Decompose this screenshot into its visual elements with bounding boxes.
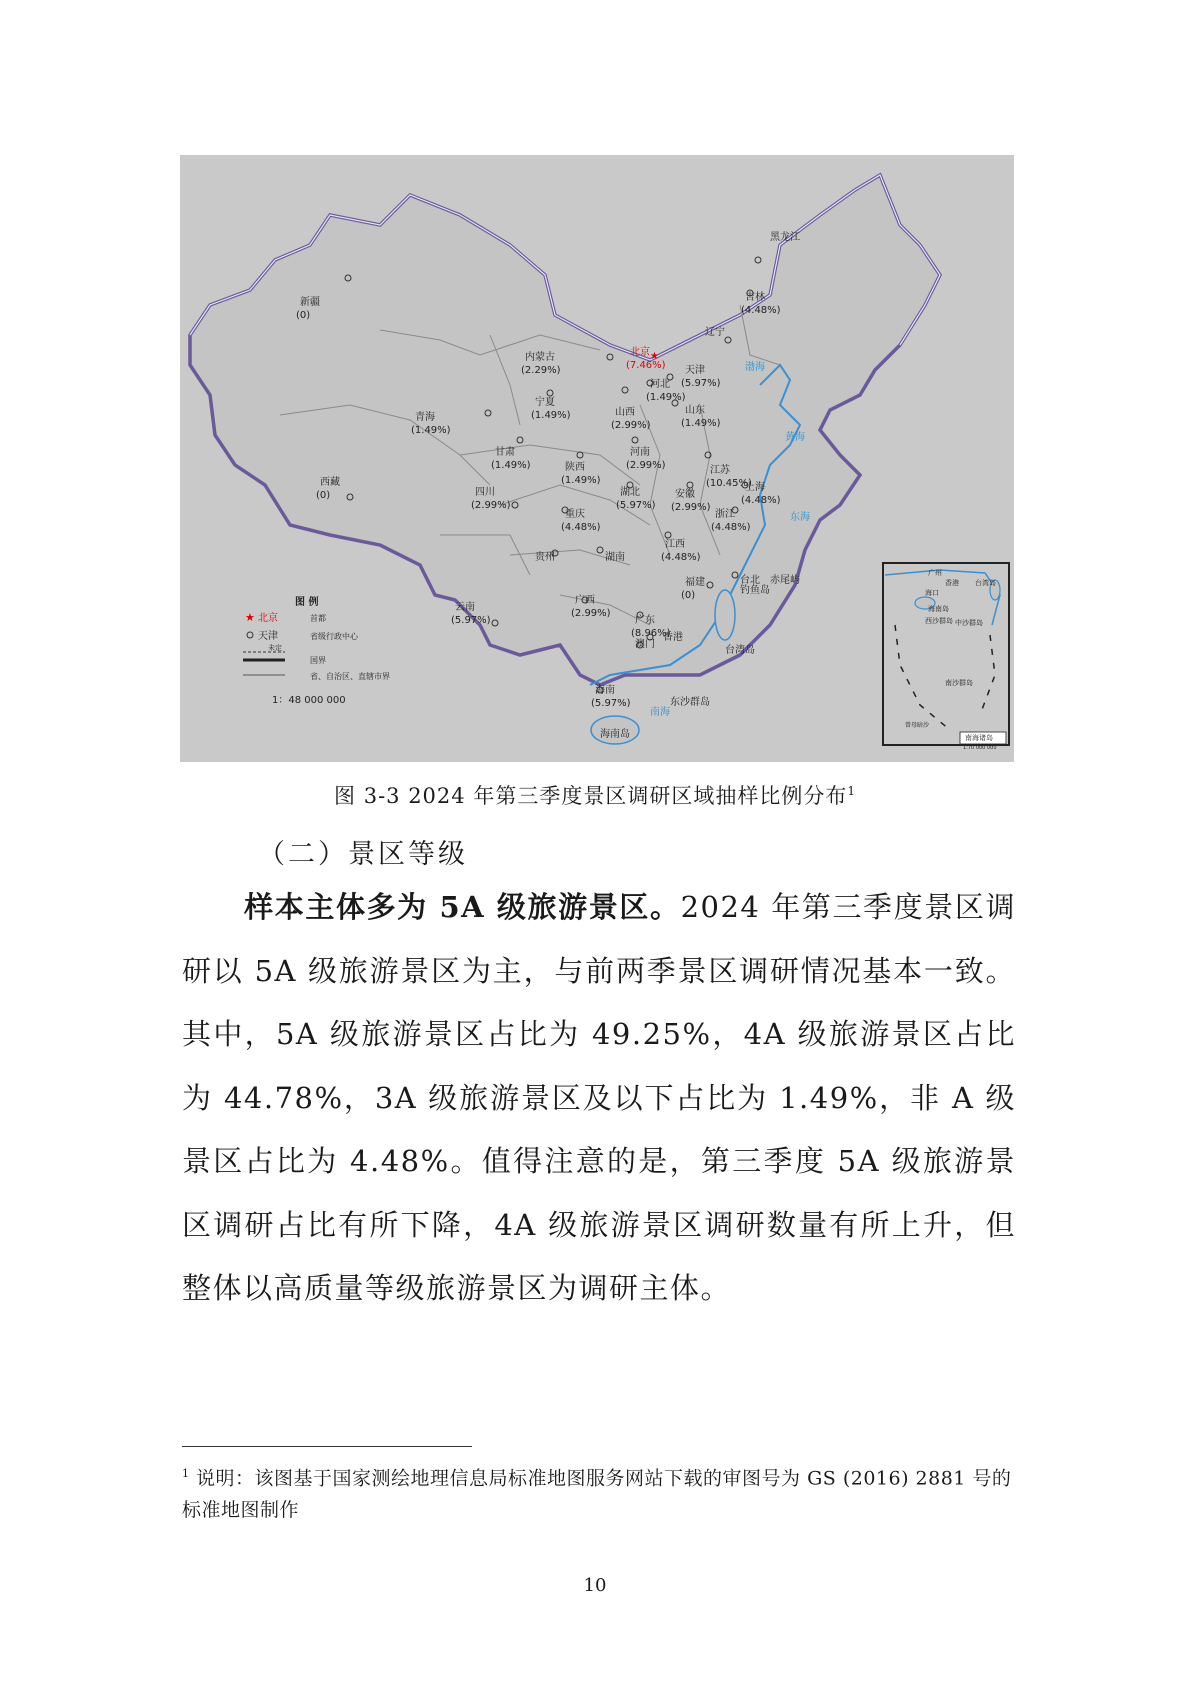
section-heading: （二）景区等级 — [258, 839, 468, 870]
province-label: 西藏 — [320, 477, 340, 488]
china-map-figure — [180, 155, 1014, 762]
province-value: (4.48%) — [561, 522, 601, 533]
province-label: 辽宁 — [705, 327, 725, 338]
province-value: (1.49%) — [646, 392, 686, 403]
province-label: 重庆 — [565, 509, 585, 520]
province-label: 安徽 — [675, 489, 695, 500]
province-value: (0) — [681, 590, 696, 601]
province-label: 香港 — [663, 632, 683, 643]
province-label: 四川 — [475, 487, 495, 498]
legend-star-icon: ★ — [245, 611, 255, 624]
footnote — [182, 1458, 1016, 1526]
inset-xisha: 西沙群岛 — [925, 617, 953, 625]
province-value: (8.96%) — [631, 628, 671, 639]
inset-haikou: 海口 — [925, 589, 939, 597]
province-label: 吉林 — [745, 292, 765, 303]
province-value: (5.97%) — [681, 378, 721, 389]
province-value: (2.29%) — [521, 365, 561, 376]
footnote-ref: 1 — [847, 784, 856, 798]
province-value: (2.99%) — [626, 460, 666, 471]
province-value: (1.49%) — [411, 425, 451, 436]
province-label: 河南 — [630, 447, 650, 458]
capital-star-icon: ★ — [650, 351, 659, 362]
inset-hongkong: 香港 — [945, 579, 959, 587]
province-label: 贵州 — [535, 552, 555, 563]
figure-caption-text: 图 3-3 2024 年第三季度景区调研区域抽样比例分布 — [334, 784, 848, 808]
province-label: 湖南 — [605, 552, 625, 563]
legend-capital-desc: 首都 — [310, 614, 326, 623]
province-value: (4.48%) — [711, 522, 751, 533]
province-label: 青海 — [415, 412, 435, 423]
china-map — [180, 155, 1014, 762]
legend-circle-icon — [247, 632, 253, 638]
place-taiwan: 台湾岛 — [725, 645, 755, 656]
taiwan-island — [715, 590, 735, 640]
body-paragraph — [182, 876, 1016, 1321]
province-value: (0) — [296, 310, 311, 321]
province-value: (4.48%) — [741, 305, 781, 316]
legend-title: 图 例 — [295, 597, 319, 608]
sea-nan: 南海 — [650, 707, 670, 718]
province-value: (4.48%) — [741, 495, 781, 506]
inset-guangzhou: 广州 — [928, 569, 942, 577]
province-label: 河北 — [650, 379, 670, 390]
inset-zengmu: 曾母暗沙 — [905, 722, 930, 729]
province-value: (1.49%) — [681, 418, 721, 429]
province-label: 浙江 — [715, 509, 735, 520]
place-hainan-island: 海南岛 — [600, 729, 630, 740]
province-value: (4.48%) — [661, 552, 701, 563]
province-value: (2.99%) — [611, 420, 651, 431]
inset-hainan: 海南岛 — [928, 605, 949, 613]
province-value: (5.97%) — [451, 615, 491, 626]
inset-nansha: 南沙群岛 — [945, 679, 973, 687]
province-label: 陕西 — [565, 462, 585, 473]
province-label: 海南 — [595, 685, 615, 696]
footnote-divider — [182, 1446, 472, 1447]
province-value: (0) — [316, 490, 331, 501]
legend-prov-border: 省、自治区、直辖市界 — [310, 672, 390, 681]
province-label: 上海 — [745, 482, 765, 493]
province-label: 宁夏 — [535, 397, 555, 408]
map-legend — [243, 595, 390, 706]
sea-bohai: 渤海 — [745, 362, 765, 373]
province-label: 云南 — [455, 602, 475, 613]
province-label: 内蒙古 — [525, 352, 555, 363]
province-label: 山西 — [615, 407, 635, 418]
place-diaoyu: 钓鱼岛 — [740, 585, 770, 596]
province-label: 福建 — [685, 577, 705, 588]
province-value: (5.97%) — [591, 698, 631, 709]
province-label: 湖北 — [620, 487, 640, 498]
south-china-sea-inset — [883, 563, 1009, 751]
province-value: (2.99%) — [671, 502, 711, 513]
province-label: 广西 — [575, 595, 595, 606]
province-label: 山东 — [685, 405, 705, 416]
legend-scale: 1：48 000 000 — [272, 695, 346, 706]
paragraph-text: 2024 年第三季度景区调研以 5A 级旅游景区为主，与前两季景区调研情况基本一致。其中，5A 级旅游景区占比为 49.25%，4A 级旅游景区占比为 44.78%，3A 级旅游景区及以下占比为 1.49%，非 A 级景区占比为 4.48%。值得注意的是，第三季度 5A 级旅游景区调研占比有所下降，4A 级旅游景区调研数量有所上升，但整体以高质量等级旅游景区为调研主体。 — [182, 890, 1017, 1305]
province-label: 北京 — [630, 347, 650, 358]
province-label: 澳门 — [635, 639, 655, 650]
province-value: (5.97%) — [616, 500, 656, 511]
paragraph-lead: 样本主体多为 5A 级旅游景区。 — [244, 890, 681, 924]
page-number: 10 — [583, 1575, 607, 1596]
place-chiwei: 赤尾屿 — [770, 575, 800, 586]
province-value: (10.45%) — [706, 478, 752, 489]
province-label: 江西 — [665, 539, 685, 550]
place-dongsha: 东沙群岛 — [670, 697, 710, 708]
legend-prov-city: 天津 — [258, 631, 278, 642]
inset-zhongsha: 中沙群岛 — [955, 619, 983, 627]
legend-national-border: 国界 — [310, 656, 326, 665]
sea-huang: 黄海 — [785, 432, 805, 443]
province-value: (7.46%) — [626, 360, 666, 371]
province-label: 广东 — [635, 615, 655, 626]
legend-capital-city: 北京 — [258, 613, 278, 624]
province-value: (1.49%) — [531, 410, 571, 421]
sea-dong: 东海 — [790, 512, 810, 523]
province-value: (2.99%) — [571, 608, 611, 619]
legend-undefined-border: 未定 — [268, 644, 282, 652]
footnote-text: 说明：该图基于国家测绘地理信息局标准地图服务网站下载的审图号为 GS (2016) 2881 号的标准地图制作 — [182, 1467, 1012, 1522]
province-label: 台北 — [740, 575, 760, 586]
legend-prov-desc: 省级行政中心 — [310, 632, 358, 641]
province-label: 江苏 — [710, 465, 730, 476]
inset-scale: 1:70 000 000 — [963, 745, 997, 751]
province-capital-marker — [755, 257, 761, 263]
inset-taiwan: 台湾岛 — [975, 579, 996, 587]
province-label: 天津 — [685, 365, 705, 376]
province-label: 甘肃 — [495, 447, 515, 458]
province-value: (1.49%) — [491, 460, 531, 471]
province-value: (1.49%) — [561, 475, 601, 486]
province-label: 黑龙江 — [770, 232, 800, 243]
figure-caption — [0, 780, 1190, 810]
national-border — [190, 175, 940, 685]
footnote-mark: 1 — [182, 1467, 190, 1480]
inset-title: 南海诸岛 — [965, 734, 993, 742]
province-label: 新疆 — [300, 297, 320, 308]
province-value: (2.99%) — [471, 500, 511, 511]
